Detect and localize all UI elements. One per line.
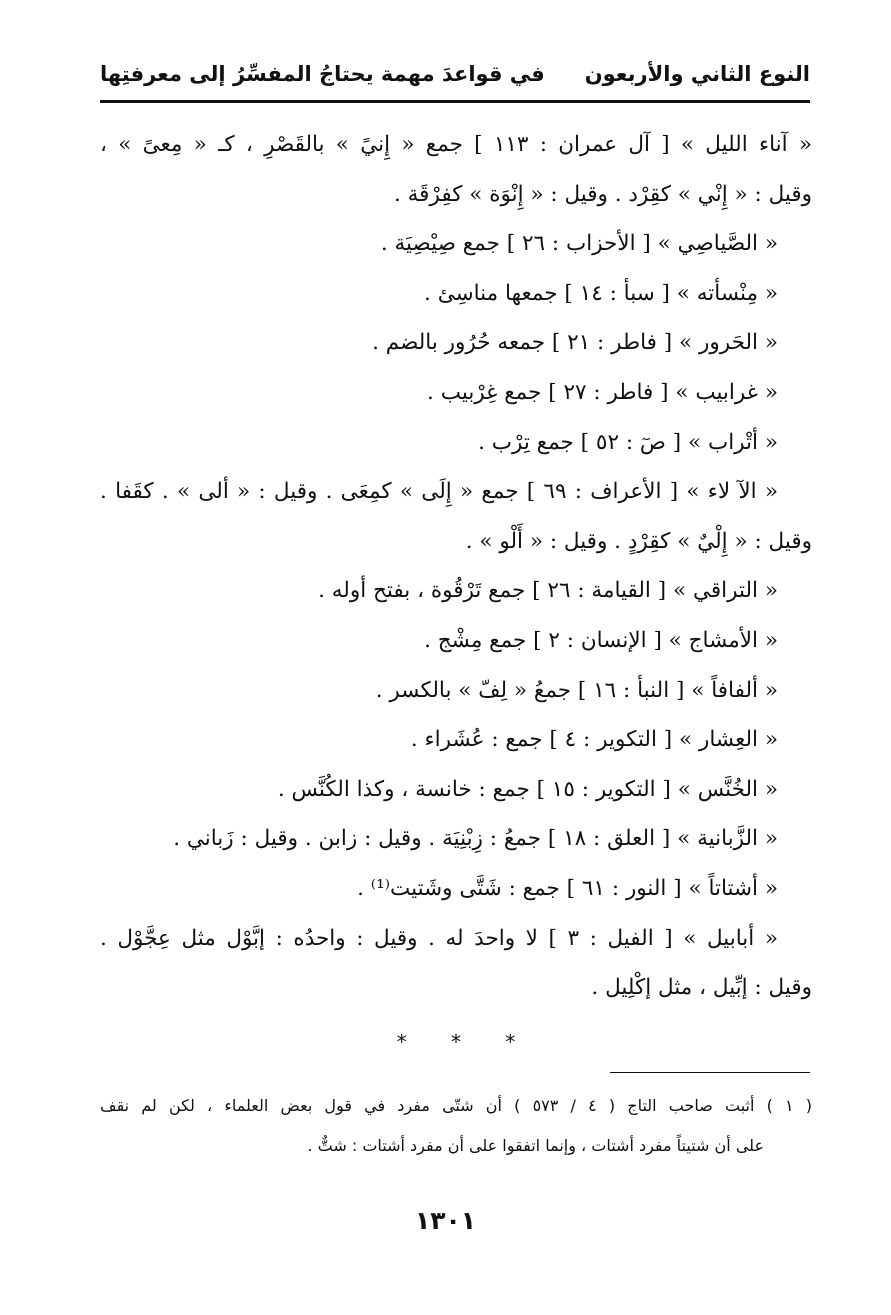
text-line: وقيل : « إِلْيٌ » كقِرْدٍ . وقيل : « أَلْو » . — [465, 528, 812, 554]
text-line: « الصَّياصِي » [ الأحزاب : ٢٦ ] جمع صِيْصِيَة . — [380, 231, 778, 257]
text-line: وقيل : إبِّيل ، مثل إكْلِيل . — [591, 975, 812, 1001]
text-line: « العِشار » [ التكوير : ٤ ] جمع : عُشَراء . — [410, 727, 778, 753]
text-line: « أشتاتاً » [ النور : ٦١ ] جمع : شَتَّى وشَتيت⁽¹⁾ . — [357, 875, 778, 901]
text-line: « الأمشاج » [ الإنسان : ٢ ] جمع مِشْج . — [424, 627, 778, 653]
text-line: « أبابيل » [ الفيل : ٣ ] لا واحدَ له . وقيل : واحدُه : إبَّوْل مثل عِجَّوْل . — [100, 925, 778, 951]
text-line: « الخُنَّس » [ التكوير : ١٥ ] جمع : خانسة ، وكذا الكُنَّس . — [277, 776, 778, 802]
footnote-line: على أن شتيتاً مفرد أشتات ، وإنما اتفقوا على أن مفرد أشتات : شتٌّ . — [307, 1136, 764, 1155]
running-header — [100, 52, 810, 96]
text-line: وقيل : « إِنْي » كقِرْد . وقيل : « إِنْوَة » كفِرْقَة . — [393, 181, 812, 207]
text-line: « غرابيب » [ فاطر : ٢٧ ] جمع غِرْبيب . — [427, 379, 778, 405]
page-number: ١٣٠١ — [414, 1206, 477, 1235]
text-line: « الحَرور » [ فاطر : ٢١ ] جمعه حُرُور بالضم . — [372, 330, 778, 356]
main-text — [100, 120, 812, 1013]
text-line: « الزَّبانية » [ العلق : ١٨ ] جمعُ : زِبْنِيَة . وقيل : زابن . وقيل : زَباني . — [173, 826, 778, 852]
text-line: « مِنْسأته » [ سبأ : ١٤ ] جمعها مناسِئ . — [424, 280, 778, 306]
text-line: « آناء الليل » [ آل عمران : ١١٣ ] جمع « إِنيً » بالقَصْرِ ، كـ « مِعىً » ، — [100, 132, 812, 157]
text-line: « ألفافاً » [ النبأ : ١٦ ] جمعُ « لِفّ » بالكسر . — [375, 677, 778, 703]
section-separator: * * * — [396, 1030, 516, 1054]
text-line: « الآ لاء » [ الأعراف : ٦٩ ] جمع « إِلَى » كمِعَى . وقيل : « ألى » . كقَفا . — [100, 479, 778, 505]
book-title: في قواعدَ مهمة يحتاجُ المفسِّرُ إلى معرفتِها — [100, 62, 545, 86]
text-line: « أتْراب » [ صٓ : ٥٢ ] جمع تِرْب . — [478, 429, 778, 455]
footnote-line: ( ١ ) أثبت صاحب التاج ( ٤ / ٥٧٣ ) أن شتّى مفرد في قول بعض العلماء ، لكن لم نقف — [100, 1096, 812, 1115]
header-rule — [100, 100, 810, 103]
section-title: النوع الثاني والأربعون — [584, 62, 810, 86]
footnote-rule — [610, 1072, 810, 1073]
text-line: « التراقي » [ القيامة : ٢٦ ] جمع تَرْقُوة ، بفتح أوله . — [318, 578, 778, 604]
footnotes — [100, 1086, 812, 1166]
